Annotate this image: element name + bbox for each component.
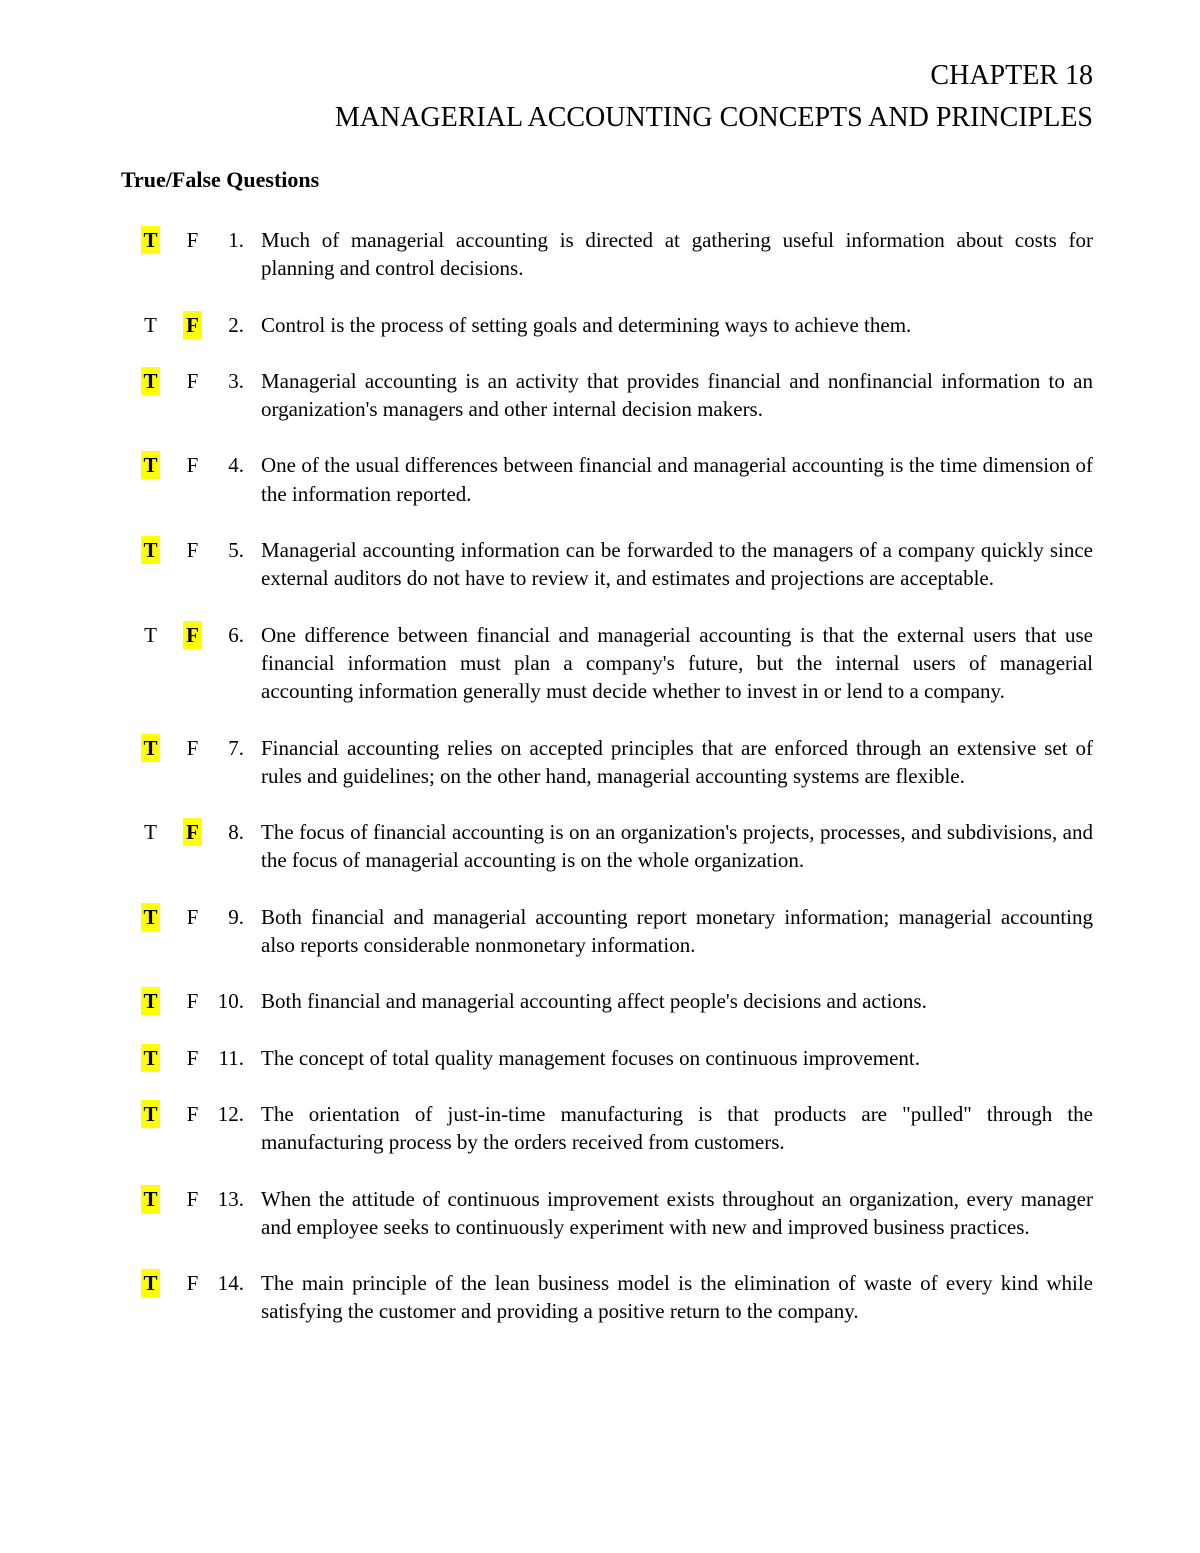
question-text: Both financial and managerial accounting affect people's decisions and actions.	[261, 989, 927, 1014]
question-item	[0, 1185, 1200, 1242]
question-text: When the attitude of continuous improvement exists throughout an organization, every manager and employee seeks to continuously experiment with new and improved business practices.	[261, 1186, 1093, 1239]
chapter-title: MANAGERIAL ACCOUNTING CONCEPTS AND PRINCIPLES	[334, 102, 1093, 133]
question-list	[0, 226, 1200, 1354]
question-number: 10.	[217, 989, 244, 1014]
question-item	[0, 226, 1200, 283]
question-item	[0, 818, 1200, 875]
true-option: T	[141, 1044, 160, 1072]
question-number: 12.	[217, 1101, 244, 1126]
question-number: 5.	[228, 538, 244, 563]
question-item	[0, 311, 1200, 339]
question-number: 11.	[218, 1045, 244, 1070]
true-option: T	[141, 734, 160, 762]
question-number: 7.	[228, 735, 244, 760]
question-number: 14.	[217, 1271, 244, 1296]
question-item	[0, 536, 1200, 593]
true-option: T	[141, 1269, 160, 1297]
question-text: Much of managerial accounting is directed at gathering useful information about costs for planning and control decisions.	[261, 228, 1093, 281]
false-option: F	[183, 818, 202, 846]
question-text: Financial accounting relies on accepted principles that are enforced through an extensive set of rules and guidelines; on the other hand, managerial accounting systems are flexible.	[261, 735, 1093, 788]
false-option: F	[186, 453, 199, 478]
false-option: F	[186, 989, 199, 1014]
question-item	[0, 734, 1200, 791]
question-text: The main principle of the lean business model is the elimination of waste of every kind while satisfying the customer and providing a positive return to the company.	[261, 1271, 1093, 1324]
true-option: T	[141, 1100, 160, 1128]
true-option: T	[144, 820, 157, 845]
chapter-heading: CHAPTER 18	[930, 60, 1093, 91]
question-item	[0, 987, 1200, 1015]
false-option: F	[183, 311, 202, 339]
question-number: 4.	[228, 453, 244, 478]
true-option: T	[141, 1185, 160, 1213]
true-option: T	[141, 987, 160, 1015]
true-option: T	[141, 536, 160, 564]
question-number: 2.	[228, 312, 244, 337]
question-text: The focus of financial accounting is on an organization's projects, processes, and subdivisions, and the focus of managerial accounting is on the whole organization.	[261, 820, 1093, 873]
question-text: The concept of total quality management focuses on continuous improvement.	[261, 1045, 920, 1070]
question-text: One difference between financial and managerial accounting is that the external users that use financial information must plan a company's future, but the internal users of managerial accounting information generally must decide whether to invest in or lend to a company.	[261, 622, 1093, 704]
true-option: T	[141, 451, 160, 479]
question-text: Managerial accounting information can be forwarded to the managers of a company quickly since external auditors do not have to review it, and estimates and projections are acceptable.	[261, 538, 1093, 591]
question-text: The orientation of just-in-time manufacturing is that products are "pulled" through the manufacturing process by the orders received from customers.	[261, 1101, 1093, 1155]
question-number: 1.	[228, 228, 244, 252]
false-option: F	[186, 368, 199, 393]
question-text: Control is the process of setting goals and determining ways to achieve them.	[261, 312, 912, 337]
true-option: T	[144, 312, 157, 337]
false-option: F	[186, 1271, 199, 1296]
question-item	[0, 621, 1200, 706]
false-option: F	[186, 538, 199, 563]
question-number: 3.	[228, 368, 244, 393]
true-option: T	[141, 903, 160, 931]
question-text: Managerial accounting is an activity that provides financial and nonfinancial information to an organization's managers and other internal decision makers.	[261, 368, 1093, 422]
question-number: 13.	[217, 1186, 244, 1211]
question-text: One of the usual differences between financial and managerial accounting is the time dimension of the information reported.	[261, 453, 1093, 506]
false-option: F	[186, 904, 199, 929]
question-number: 9.	[228, 904, 244, 929]
question-item	[0, 1044, 1200, 1072]
question-number: 6.	[228, 622, 244, 647]
question-item	[0, 903, 1200, 960]
question-number: 8.	[228, 820, 244, 845]
true-option: T	[141, 367, 160, 395]
question-item	[0, 451, 1200, 508]
question-text: Both financial and managerial accounting report monetary information; managerial accounting also reports considerable nonmonetary information.	[261, 904, 1093, 958]
question-item	[0, 367, 1200, 424]
false-option: F	[183, 621, 202, 649]
section-title: True/False Questions	[121, 167, 320, 192]
false-option: F	[186, 228, 199, 252]
false-option: F	[186, 1101, 199, 1126]
question-item	[0, 1100, 1200, 1157]
false-option: F	[186, 1186, 199, 1211]
true-option: T	[144, 622, 157, 647]
false-option: F	[186, 1045, 199, 1070]
false-option: F	[186, 735, 199, 760]
true-option: T	[141, 226, 160, 254]
question-item	[0, 1269, 1200, 1326]
